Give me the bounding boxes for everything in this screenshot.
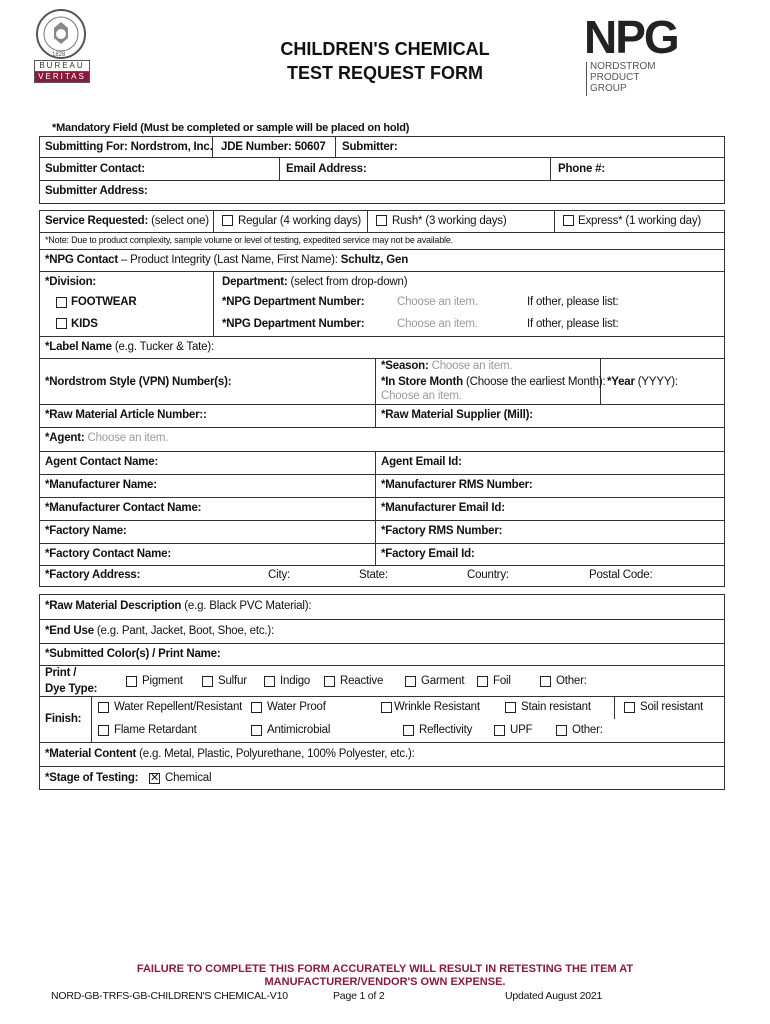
- material-section: [39, 594, 725, 790]
- factory-contact-field[interactable]: *Factory Contact Name:: [45, 548, 171, 560]
- antimicrobial-label: Antimicrobial: [267, 724, 331, 736]
- chemical-label: Chemical: [165, 772, 212, 784]
- postal-code-field[interactable]: Postal Code:: [589, 569, 653, 581]
- finish-other-checkbox[interactable]: [556, 725, 567, 736]
- dept-number-dropdown-1[interactable]: Choose an item.: [397, 296, 478, 308]
- npg-logo: [584, 11, 704, 98]
- in-store-month-label: *In Store Month (Choose the earliest Month):: [381, 376, 606, 388]
- rush-label: Rush* (3 working days): [392, 215, 507, 227]
- footwear-label: FOOTWEAR: [71, 296, 137, 308]
- indigo-label: Indigo: [280, 675, 311, 687]
- manufacturer-name-field[interactable]: *Manufacturer Name:: [45, 479, 157, 491]
- wrinkle-resistant-label: Wrinkle Resistant: [394, 701, 480, 713]
- phone-field[interactable]: Phone #:: [558, 163, 605, 175]
- dept-number-label-2: *NPG Department Number:: [222, 318, 365, 330]
- express-checkbox[interactable]: [563, 215, 574, 226]
- form-title-line2: TEST REQUEST FORM: [286, 63, 483, 83]
- npg-line-1: NORDSTROM: [590, 61, 656, 72]
- jde-number-field[interactable]: JDE Number: 50607: [221, 141, 326, 153]
- dept-number-dropdown-2[interactable]: Choose an item.: [397, 318, 478, 330]
- water-proof-label: Water Proof: [267, 701, 326, 713]
- city-field[interactable]: City:: [268, 569, 291, 581]
- stage-of-testing-label: *Stage of Testing:: [45, 772, 139, 784]
- bureau-veritas-logo: [34, 8, 88, 82]
- material-content-field[interactable]: *Material Content (e.g. Metal, Plastic, Polyurethane, 100% Polyester, etc.):: [45, 748, 415, 760]
- npg-line-3: GROUP: [590, 83, 627, 94]
- season-field[interactable]: *Season: Choose an item.: [381, 360, 513, 372]
- in-store-month-dropdown[interactable]: Choose an item.: [381, 390, 462, 402]
- reflectivity-label: Reflectivity: [419, 724, 473, 736]
- reactive-checkbox[interactable]: [324, 676, 335, 687]
- raw-article-field[interactable]: *Raw Material Article Number::: [45, 409, 207, 421]
- bv-word-bureau: BUREAU: [34, 60, 90, 72]
- print-dye-label-2: Dye Type:: [45, 683, 98, 695]
- manufacturer-email-field[interactable]: *Manufacturer Email Id:: [381, 502, 505, 514]
- service-note: *Note: Due to product complexity, sample volume or level of testing, expedited service may not be available.: [45, 235, 453, 245]
- pigment-label: Pigment: [142, 675, 183, 687]
- factory-rms-field[interactable]: *Factory RMS Number:: [381, 525, 503, 537]
- year-field[interactable]: *Year (YYYY):: [607, 376, 678, 388]
- flame-retardant-label: Flame Retardant: [114, 724, 197, 736]
- agent-dropdown[interactable]: *Agent: Choose an item.: [45, 432, 169, 444]
- email-address-field[interactable]: Email Address:: [286, 163, 367, 175]
- manufacturer-rms-field[interactable]: *Manufacturer RMS Number:: [381, 479, 533, 491]
- failure-warning-line1: FAILURE TO COMPLETE THIS FORM ACCURATELY WILL RESULT IN RETESTING THE ITEM AT: [136, 963, 634, 975]
- factory-name-field[interactable]: *Factory Name:: [45, 525, 127, 537]
- dye-other-label: Other:: [556, 675, 587, 687]
- submitter-field[interactable]: Submitter:: [342, 141, 398, 153]
- flame-retardant-checkbox[interactable]: [98, 725, 109, 736]
- finish-other-label: Other:: [572, 724, 603, 736]
- foil-label: Foil: [493, 675, 511, 687]
- soil-resistant-checkbox[interactable]: [624, 702, 635, 713]
- submitter-address-field[interactable]: Submitter Address:: [45, 185, 148, 197]
- department-label: Department: (select from drop-down): [222, 276, 408, 288]
- regular-checkbox[interactable]: [222, 215, 233, 226]
- reflectivity-checkbox[interactable]: [403, 725, 414, 736]
- country-field[interactable]: Country:: [467, 569, 509, 581]
- sulfur-label: Sulfur: [218, 675, 247, 687]
- factory-email-field[interactable]: *Factory Email Id:: [381, 548, 475, 560]
- raw-material-description-field[interactable]: *Raw Material Description (e.g. Black PVC Material):: [45, 600, 312, 612]
- state-field[interactable]: State:: [359, 569, 388, 581]
- end-use-field[interactable]: *End Use (e.g. Pant, Jacket, Boot, Shoe, etc.):: [45, 625, 275, 637]
- upf-checkbox[interactable]: [494, 725, 505, 736]
- chemical-checkbox[interactable]: [149, 773, 160, 784]
- water-proof-checkbox[interactable]: [251, 702, 262, 713]
- npg-contact-row: *NPG Contact – Product Integrity (Last Name, First Name): Schultz, Gen: [45, 254, 409, 266]
- if-other-field-1[interactable]: If other, please list:: [527, 296, 619, 308]
- dept-number-label-1: *NPG Department Number:: [222, 296, 365, 308]
- kids-label: KIDS: [71, 318, 98, 330]
- soil-resistant-label: Soil resistant: [640, 701, 704, 713]
- updated-date: Updated August 2021: [505, 990, 603, 1002]
- footwear-checkbox[interactable]: [56, 297, 67, 308]
- form-title-line1: CHILDREN'S CHEMICAL: [280, 39, 490, 59]
- bv-word-veritas: VERITAS: [34, 71, 90, 83]
- failure-warning-line2: MANUFACTURER/VENDOR'S OWN EXPENSE.: [264, 976, 506, 988]
- submitter-contact-field[interactable]: Submitter Contact:: [45, 163, 145, 175]
- garment-label: Garment: [421, 675, 465, 687]
- raw-supplier-field[interactable]: *Raw Material Supplier (Mill):: [381, 409, 533, 421]
- form-id: NORD-GB-TRFS-GB-CHILDREN'S CHEMICAL-V10: [51, 990, 288, 1002]
- dye-other-checkbox[interactable]: [540, 676, 551, 687]
- page-number: Page 1 of 2: [333, 990, 385, 1002]
- npg-logo-text: NPG: [584, 11, 678, 63]
- division-label: *Division:: [45, 276, 97, 288]
- kids-checkbox[interactable]: [56, 318, 67, 329]
- service-requested-label: Service Requested: (select one): [45, 215, 209, 227]
- regular-label: Regular (4 working days): [238, 215, 362, 227]
- agent-contact-field[interactable]: Agent Contact Name:: [45, 456, 159, 468]
- express-label: Express* (1 working day): [578, 215, 702, 227]
- bv-year: 1828: [52, 52, 66, 58]
- garment-checkbox[interactable]: [405, 676, 416, 687]
- factory-address-field[interactable]: *Factory Address:: [45, 569, 141, 581]
- print-dye-label-1: Print /: [45, 667, 77, 679]
- wrinkle-resistant-checkbox[interactable]: [381, 702, 392, 713]
- label-name-field[interactable]: *Label Name (e.g. Tucker & Tate):: [45, 341, 214, 353]
- water-repellent-checkbox[interactable]: [98, 702, 109, 713]
- antimicrobial-checkbox[interactable]: [251, 725, 262, 736]
- rush-checkbox[interactable]: [376, 215, 387, 226]
- finish-label: Finish:: [45, 713, 82, 725]
- foil-checkbox[interactable]: [477, 676, 488, 687]
- submitting-for-field[interactable]: Submitting For: Nordstrom, Inc.: [45, 141, 213, 153]
- reactive-label: Reactive: [340, 675, 384, 687]
- upf-label: UPF: [510, 724, 533, 736]
- agent-email-field[interactable]: Agent Email Id:: [381, 456, 462, 468]
- checked-x-icon: ✕: [150, 772, 160, 784]
- indigo-checkbox[interactable]: [264, 676, 275, 687]
- submitted-colors-field[interactable]: *Submitted Color(s) / Print Name:: [45, 648, 221, 660]
- sulfur-checkbox[interactable]: [202, 676, 213, 687]
- npg-line-2: PRODUCT: [590, 72, 640, 83]
- pigment-checkbox[interactable]: [126, 676, 137, 687]
- water-repellent-label: Water Repellent/Resistant: [114, 701, 243, 713]
- mandatory-note: *Mandatory Field (Must be completed or sample will be placed on hold): [52, 122, 410, 134]
- manufacturer-contact-field[interactable]: *Manufacturer Contact Name:: [45, 502, 202, 514]
- vpn-number-field[interactable]: *Nordstrom Style (VPN) Number(s):: [45, 376, 232, 388]
- if-other-field-2[interactable]: If other, please list:: [527, 318, 619, 330]
- stain-resistant-label: Stain resistant: [521, 701, 591, 713]
- stain-resistant-checkbox[interactable]: [505, 702, 516, 713]
